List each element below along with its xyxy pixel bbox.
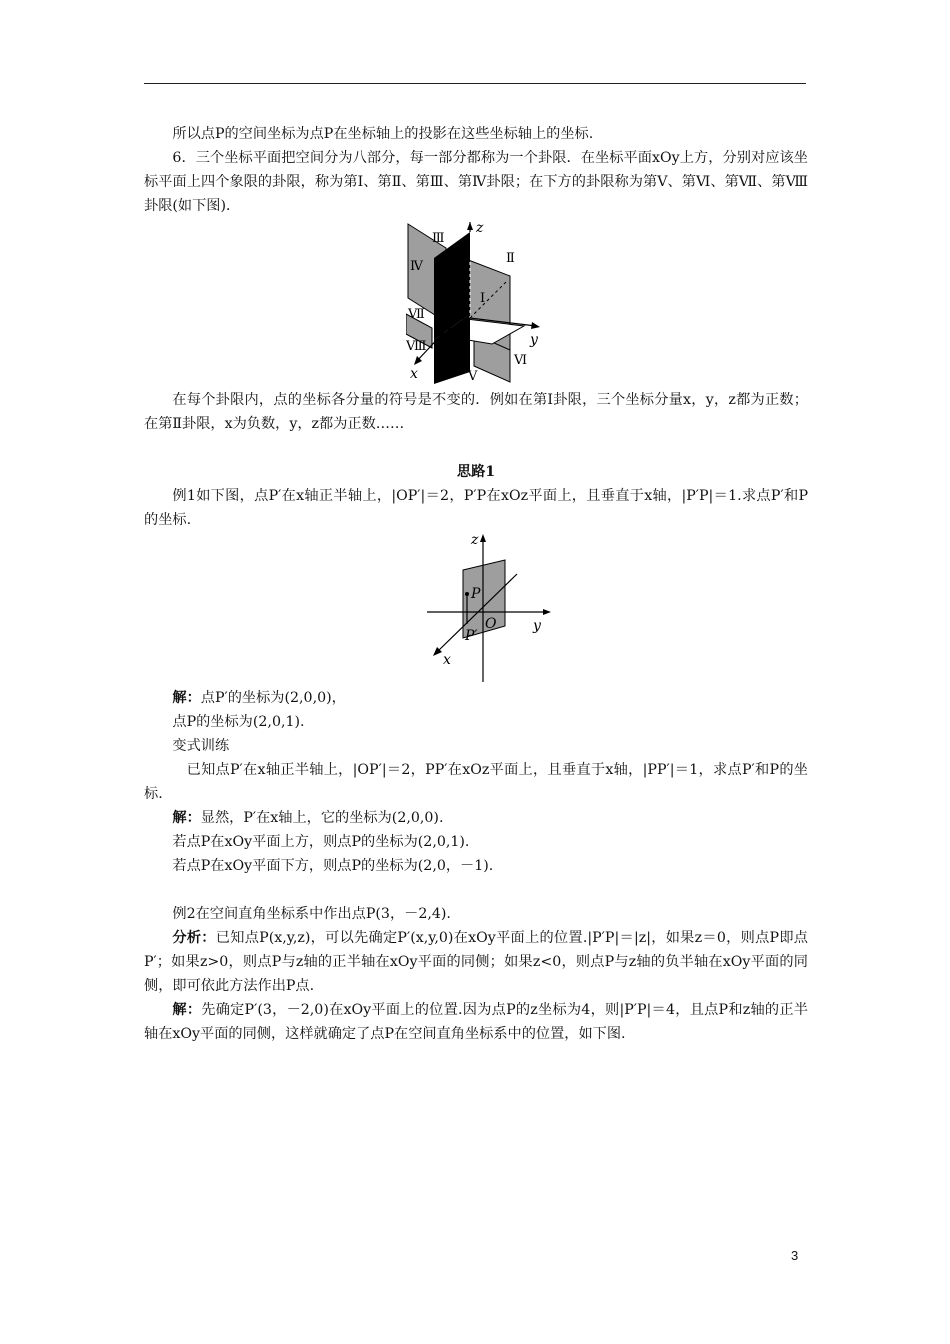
solution-1-line-1 xyxy=(144,686,808,710)
page-number: 3 xyxy=(791,1248,799,1263)
label-x: x xyxy=(410,366,418,382)
label-octant-6: Ⅵ xyxy=(514,353,528,368)
solution-text: 先确定P′(3，－2,0)在xOy平面上的位置.因为点P的z坐标为4，则|P′P|＝4，且点P和z轴的正半轴在xOy平面的同侧，这样就确定了点P在空间直角坐标系中的位置，如下图. xyxy=(144,1002,808,1042)
label-octant-2: Ⅱ xyxy=(506,251,515,266)
solution-2-line-3: 若点P在xOy平面下方，则点P的坐标为(2,0，－1). xyxy=(172,858,494,874)
octant-figure xyxy=(406,222,562,384)
label-octant-3: Ⅲ xyxy=(432,231,445,246)
solution-label: 解： xyxy=(172,1002,202,1018)
solution-label: 解： xyxy=(172,690,201,706)
label-z: z xyxy=(476,222,484,236)
xoz-plane xyxy=(463,560,505,638)
example-1-figure xyxy=(427,534,553,682)
solution-label: 解： xyxy=(172,810,201,826)
variant-question: 已知点P′在x轴正半轴上，|OP′|＝2，PP′在xOz平面上，且垂直于x轴，|PP′|＝1，求点P′和P的坐标. xyxy=(144,762,808,802)
z-arrow xyxy=(467,222,473,230)
label-p: P xyxy=(471,586,481,602)
label-p-prime: P′ xyxy=(465,628,478,644)
z-arrow xyxy=(480,534,486,542)
section-heading: 思路1 xyxy=(456,464,496,480)
label-z: z xyxy=(471,534,479,548)
label-octant-1: Ⅰ xyxy=(480,291,486,306)
analysis-text: 已知点P(x,y,z)，可以先确定P′(x,y,0)在xOy平面上的位置.|P′P|＝|z|，如果z＝0，则点P即点P′；如果z>0，则点P与z轴的正半轴在xOy平面的同侧；如果z<0，则点P与z轴的负半轴在xOy平面的同侧，即可依此方法作出P点. xyxy=(144,930,808,994)
label-o: O xyxy=(485,616,497,632)
page-content xyxy=(144,122,808,1046)
example-1: 例1如下图，点P′在x轴正半轴上，|OP′|＝2，P′P在xOz平面上，且垂直于x轴，|P′P|＝1.求点P′和P的坐标. xyxy=(144,488,808,528)
paragraph-octants: 6．三个坐标平面把空间分为八部分，每一部分都称为一个卦限．在坐标平面xOy上方，分别对应该坐标平面上四个象限的卦限，称为第Ⅰ、第Ⅱ、第Ⅲ、第Ⅳ卦限；在下方的卦限称为第Ⅴ、第Ⅵ、第Ⅶ、第Ⅷ卦限(如下图)． xyxy=(144,150,808,214)
paragraph-projection: 所以点P的空间坐标为点P在坐标轴上的投影在这些坐标轴上的坐标. xyxy=(172,126,594,142)
solution-1-line-2: 点P的坐标为(2,0,1). xyxy=(172,714,305,730)
analysis-label: 分析： xyxy=(172,930,216,946)
solution-2-line-1 xyxy=(144,806,808,830)
example-2: 例2在空间直角坐标系中作出点P(3，－2,4). xyxy=(172,906,451,922)
y-arrow xyxy=(543,609,551,615)
label-octant-4: Ⅳ xyxy=(410,259,423,274)
paragraph-signs: 在每个卦限内，点的坐标各分量的符号是不变的．例如在第Ⅰ卦限，三个坐标分量x，y，z都为正数；在第Ⅱ卦限，x为负数，y，z都为正数…… xyxy=(144,392,808,432)
label-octant-5: Ⅴ xyxy=(468,369,478,384)
solution-text: 显然，P′在x轴上，它的坐标为(2,0,0). xyxy=(200,810,444,826)
y-arrow xyxy=(531,322,540,329)
point-p xyxy=(465,592,469,596)
label-y: y xyxy=(533,618,541,634)
label-octant-8: Ⅷ xyxy=(406,339,427,354)
solution-3 xyxy=(144,998,808,1046)
label-y: y xyxy=(530,332,538,348)
label-octant-7: Ⅶ xyxy=(408,307,425,322)
header-rule xyxy=(144,83,806,84)
analysis xyxy=(144,926,808,998)
solution-text: 点P′的坐标为(2,0,0)， xyxy=(200,690,346,706)
label-x: x xyxy=(443,652,451,668)
variant-title: 变式训练 xyxy=(172,738,230,754)
solution-2-line-2: 若点P在xOy平面上方，则点P的坐标为(2,0,1). xyxy=(172,834,470,850)
